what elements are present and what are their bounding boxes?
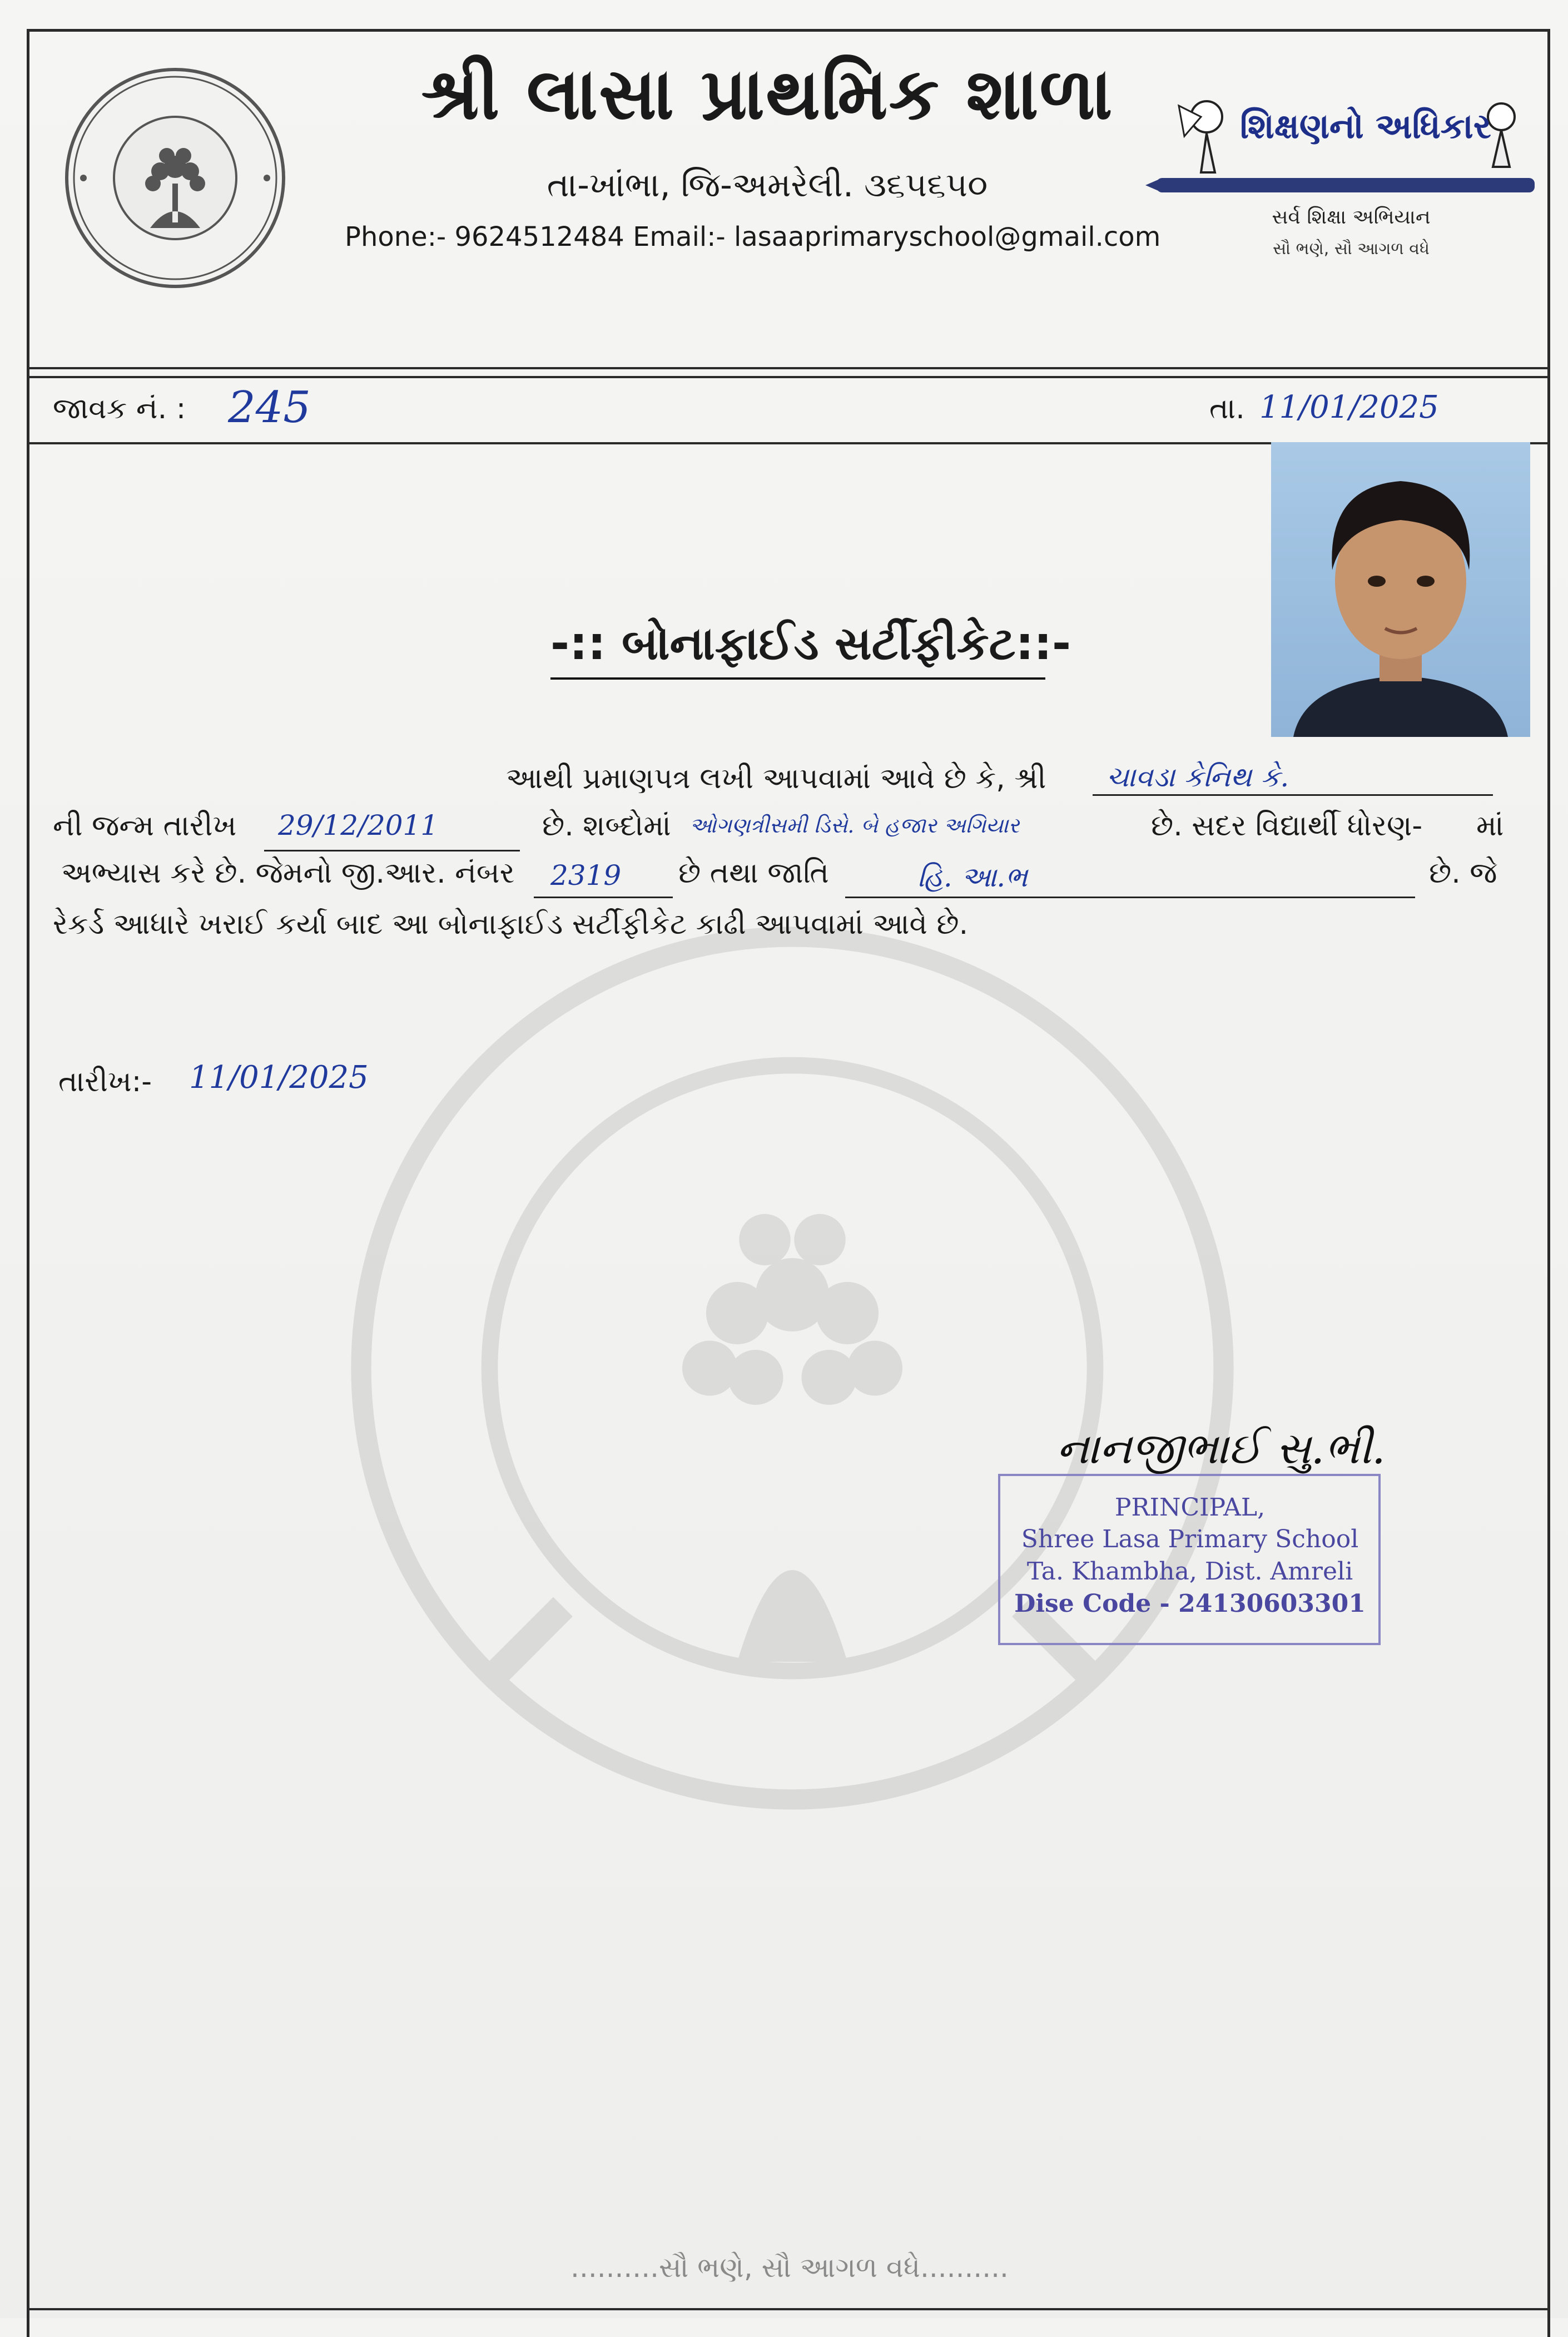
school-watermark-seal xyxy=(334,895,1251,1841)
footer-tagline: ..........સૌ ભણે, સૌ આગળ વધે.......... xyxy=(570,2251,1009,2284)
school-emblem-logo xyxy=(61,56,289,300)
line3-mid: છે તથા જાતિ xyxy=(678,856,829,890)
line2-mid: છે. શબ્દોમાં xyxy=(542,809,671,843)
student-photo xyxy=(1271,442,1530,737)
dob-fill-line xyxy=(264,850,520,851)
date-label: તા. xyxy=(1209,392,1245,425)
header-divider-top xyxy=(27,367,1550,369)
line2-pre: ની જન્મ તારીખ xyxy=(53,809,237,843)
line3-end: છે. જે xyxy=(1429,856,1497,890)
gr-number: 2319 xyxy=(550,859,622,892)
line4-text: રેકર્ડ આધારે ખરાઈ કર્યા બાદ આ બોનાફાઈડ સર્ટીફીકેટ કાઢી આપવામાં આવે છે. xyxy=(53,908,969,941)
line1-text: આથી પ્રમાણપત્ર લખી આપવામાં આવે છે કે, શ્રી xyxy=(506,762,1046,795)
gr-fill-line xyxy=(534,897,673,898)
certificate-title: -:: બોનાફાઈડ સર્ટીફીકેટ::- xyxy=(550,617,1071,670)
issue-date-value: 11/01/2025 xyxy=(189,1059,369,1096)
ssa-tagline: સૌ ભણે, સૌ આગળ વધે xyxy=(1272,239,1430,259)
line3-pre: અભ્યાસ કરે છે. જેમનો જી.આર. નંબર xyxy=(61,856,515,890)
caste: હિ. આ.ભ xyxy=(917,861,1028,893)
dob-words: ઓગણત્રીસમી ડિસે. બે હજાર અગિયાર xyxy=(689,813,1020,838)
stamp-school: Shree Lasa Primary School xyxy=(1021,1525,1359,1553)
footer-rule xyxy=(27,2308,1550,2310)
stamp-title: PRINCIPAL, xyxy=(1114,1493,1266,1522)
jawak-label: જાવક નં. : xyxy=(53,392,186,425)
name-fill-line xyxy=(1093,794,1493,796)
stamp-dise: Dise Code - 24130603301 xyxy=(1014,1590,1366,1618)
caste-fill-line xyxy=(845,897,1415,898)
date-value: 11/01/2025 xyxy=(1259,389,1439,425)
school-address: તા-ખાંભા, જિ-અમરેલી. ૩૬૫૬૫૦ xyxy=(547,166,988,205)
jawak-number: 245 xyxy=(228,383,311,433)
title-underline xyxy=(550,677,1045,680)
dob: 29/12/2011 xyxy=(278,809,439,841)
line2-end: માં xyxy=(1476,809,1504,843)
right-logo-title: શિક્ષણનો અધિકાર xyxy=(1240,106,1491,146)
issue-date-label: તારીખ:- xyxy=(58,1065,152,1098)
stamp-place: Ta. Khambha, Dist. Amreli xyxy=(1026,1557,1353,1586)
principal-signature: નાનજીભાઈ સુ.ભી. xyxy=(1056,1424,1386,1474)
school-name: શ્રી લાસા પ્રાથમિક શાળા xyxy=(421,53,1114,136)
line2-post: છે. સદર વિદ્યાર્થી ધોરણ- xyxy=(1151,809,1423,843)
school-contact: Phone:- 9624512484 Email:- lasaaprimaryschool@gmail.com xyxy=(345,221,1161,252)
header-divider-top-2 xyxy=(27,376,1550,378)
student-name: ચાવડા કેનિથ કે. xyxy=(1106,761,1289,793)
ssa-label: સર્વ શિક્ષા અભિયાન xyxy=(1272,206,1431,229)
